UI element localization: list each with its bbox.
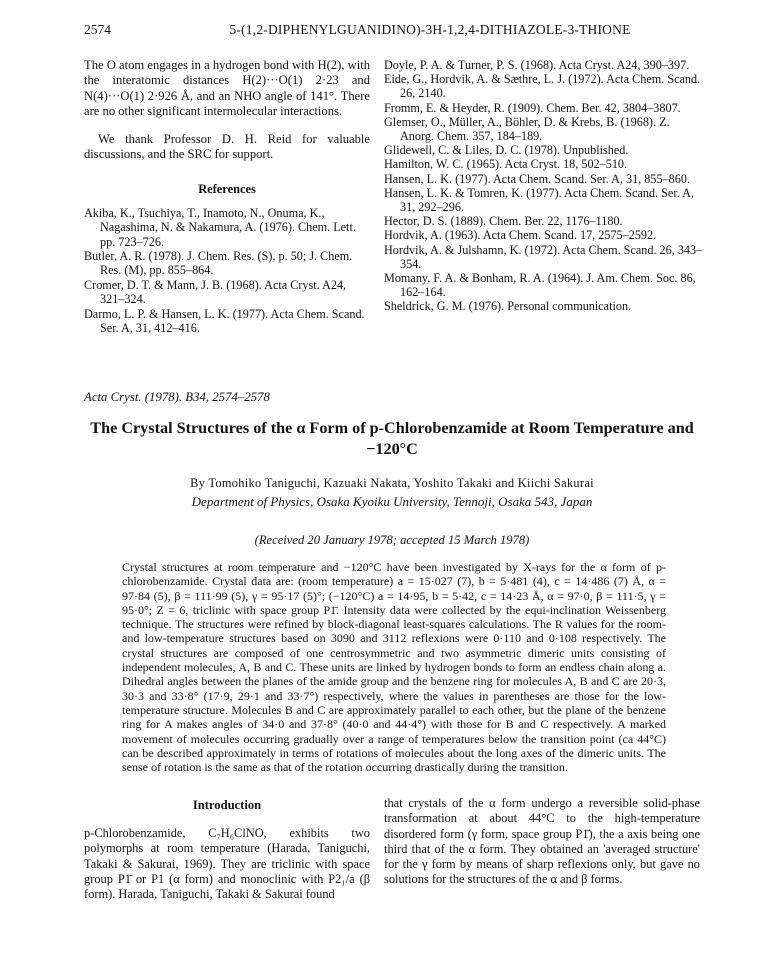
reference-entry: Hordvik, A. (1963). Acta Chem. Scand. 17, 2575–2592. bbox=[384, 228, 657, 243]
author-list: By Tomohiko Taniguchi, Kazuaki Nakata, Yoshito Takaki and Kiichi Sakurai bbox=[190, 476, 594, 490]
abstract: Crystal structures at room temperature and −120°C have been investigated by X-rays for the α form of p-chlorobenzamide. Crystal data are: (room temperature) a = 15·027 (7), b = 5·481 (4), c = 14·486 (7) Å, α = 97·84 (5), β = 111·99 (5), γ = 95·17 (5)°; (−120°C) a = 14·95, b = 5·42, c = 14·23 Å, α = 97·0, β = 111·5, γ = 95·0°; Z = 6, triclinic with space group P1̄. Intensity data were collected by the equi-inclination Weissenberg technique. The structures were refined by block-diagonal least-squares calculations. The R values for the room- and low-temperature structures based on 3090 and 3112 reflexions were 0·110 and 0·108 respectively. The crystal structures are composed of one centrosymmetric and two asymmetric dimeric units consisting of independent molecules, A, B and C. These units are linked by hydrogen bonds to form an endless chain along a. Dihedral angles between the planes of the amide group and the benzene ring for molecules A, B and C are 20·3, 30·3 and 33·8° (17·9, 29·1 and 33·7°) respectively, where the values in parentheses are those for the low-temperature structure. Molecules B and C are approximately parallel to each other, but the plane of the benzene ring for A makes angles of 34·0 and 37·8° (40·0 and 44·4°) with those for B and C respectively. A marked movement of molecules occurring gradually over a range of temperatures below the transition point (ca 44°C) can be described approximately in terms of rotations of molecules about the long axes of the dimeric units. The sense of rotation is the same as that of the rotation occurring drastically during the transition. bbox=[122, 560, 666, 775]
reference-entry: Doyle, P. A. & Turner, P. S. (1968). Acta Cryst. A24, 390–397. bbox=[384, 58, 690, 72]
article-title: The Crystal Structures of the α Form of p-Chlorobenzamide at Room Temperature and −120°C bbox=[90, 419, 694, 458]
reference-entry: Butler, A. R. (1978). J. Chem. Res. (S), p. 50; J. Chem. Res. (M), pp. 855–864. bbox=[84, 249, 353, 278]
running-title: 5-(1,2-DIPHENYLGUANIDINO)-3H-1,2,4-DITHIAZOLE-3-THIONE bbox=[229, 22, 631, 37]
reference-entry: Glemser, O., Müller, A., Böhler, D. & Krebs, B. (1968). Z. Anorg. Chem. 357, 184–189. bbox=[384, 114, 670, 144]
introduction-heading: Introduction bbox=[192, 798, 262, 812]
conclusion-paragraph: The O atom engages in a hydrogen bond with H(2), with the interatomic distances H(2)···O(1) 2·23 and N(4)···O(1) 2·926 Å, and an NHO angle of 141°. There are no other significant intermolecular interactions. bbox=[84, 58, 370, 119]
reference-entry: Eide, G., Hordvik, A. & Sæthre, L. J. (1972). Acta Chem. Scand. 26, 2140. bbox=[384, 72, 701, 101]
reference-entry: Hordvik, A. & Julshamn, K. (1972). Acta Chem. Scand. 26, 343–354. bbox=[384, 242, 703, 271]
previous-article-left-column bbox=[84, 58, 370, 336]
page-number: 2574 bbox=[84, 22, 111, 37]
reference-entry: Fromm, E. & Heyder, R. (1909). Chem. Ber. 42, 3804–3807. bbox=[384, 100, 681, 115]
previous-article-right-column bbox=[384, 58, 704, 314]
reference-entry: Darmo, L. P. & Hansen, L. K. (1977). Acta Chem. Scand. Ser. A, 31, 412–416. bbox=[84, 306, 365, 336]
journal-citation-line: Acta Cryst. (1978). B34, 2574–2578 bbox=[84, 390, 270, 404]
running-head bbox=[0, 22, 784, 42]
references-heading: References bbox=[198, 182, 256, 197]
introduction-text-right: that crystals of the α form undergo a reversible solid-phase transformation at about 44°C to the high-temperature disordered form (γ form, space group P1̄), the a axis being one third that of the α form. They obtained an 'averaged structure' for the γ form by means of sharp reflexions only, but gave no solutions for the structures of the α and β forms. bbox=[384, 796, 700, 887]
reference-entry: Hamilton, W. C. (1965). Acta Cryst. 18, 502–510. bbox=[384, 157, 628, 172]
author-affiliation: Department of Physics, Osaka Kyoiku University, Tennoji, Osaka 543, Japan bbox=[191, 494, 593, 509]
reference-entry: Cromer, D. T. & Mann, J. B. (1968). Acta Cryst. A24, 321–324. bbox=[84, 277, 347, 307]
reference-entry: Glidewell, C. & Liles, D. C. (1978). Unpublished. bbox=[384, 143, 629, 158]
introduction-text-left: p-Chlorobenzamide, C₇H₆ClNO, exhibits two polymorphs at room temperature (Harada, Taniguchi, Takaki & Sakurai, 1969). They are triclinic with space group P1̄ or P1 (α form) and monoclinic with P2₁/a (β form). Harada, Taniguchi, Takaki & Sakurai found bbox=[84, 826, 370, 902]
reference-entry: Momany, F. A. & Bonham, R. A. (1964). J. Am. Chem. Soc. 86, 162–164. bbox=[384, 271, 696, 300]
received-dates: (Received 20 January 1978; accepted 15 March 1978) bbox=[254, 533, 530, 547]
references-list-right bbox=[384, 58, 704, 314]
references-list-left bbox=[84, 206, 370, 336]
acknowledgement: We thank Professor D. H. Reid for valuable discussions, and the SRC for support. bbox=[84, 131, 370, 162]
reference-entry: Hector, D. S. (1889). Chem. Ber. 22, 1176–1180. bbox=[384, 214, 623, 229]
reference-entry: Hansen, L. K. (1977). Acta Chem. Scand. Ser. A, 31, 855–860. bbox=[384, 171, 691, 186]
reference-entry: Sheldrick, G. M. (1976). Personal communication. bbox=[384, 299, 632, 314]
reference-entry: Akiba, K., Tsuchiya, T., Inamoto, N., Onuma, K., Nagashima, N. & Nakamura, A. (1976). Chem. Lett. pp. 723–726. bbox=[84, 205, 356, 249]
reference-entry: Hansen, L. K. & Tomren, K. (1977). Acta Chem. Scand. Ser. A, 31, 292–296. bbox=[384, 185, 694, 215]
